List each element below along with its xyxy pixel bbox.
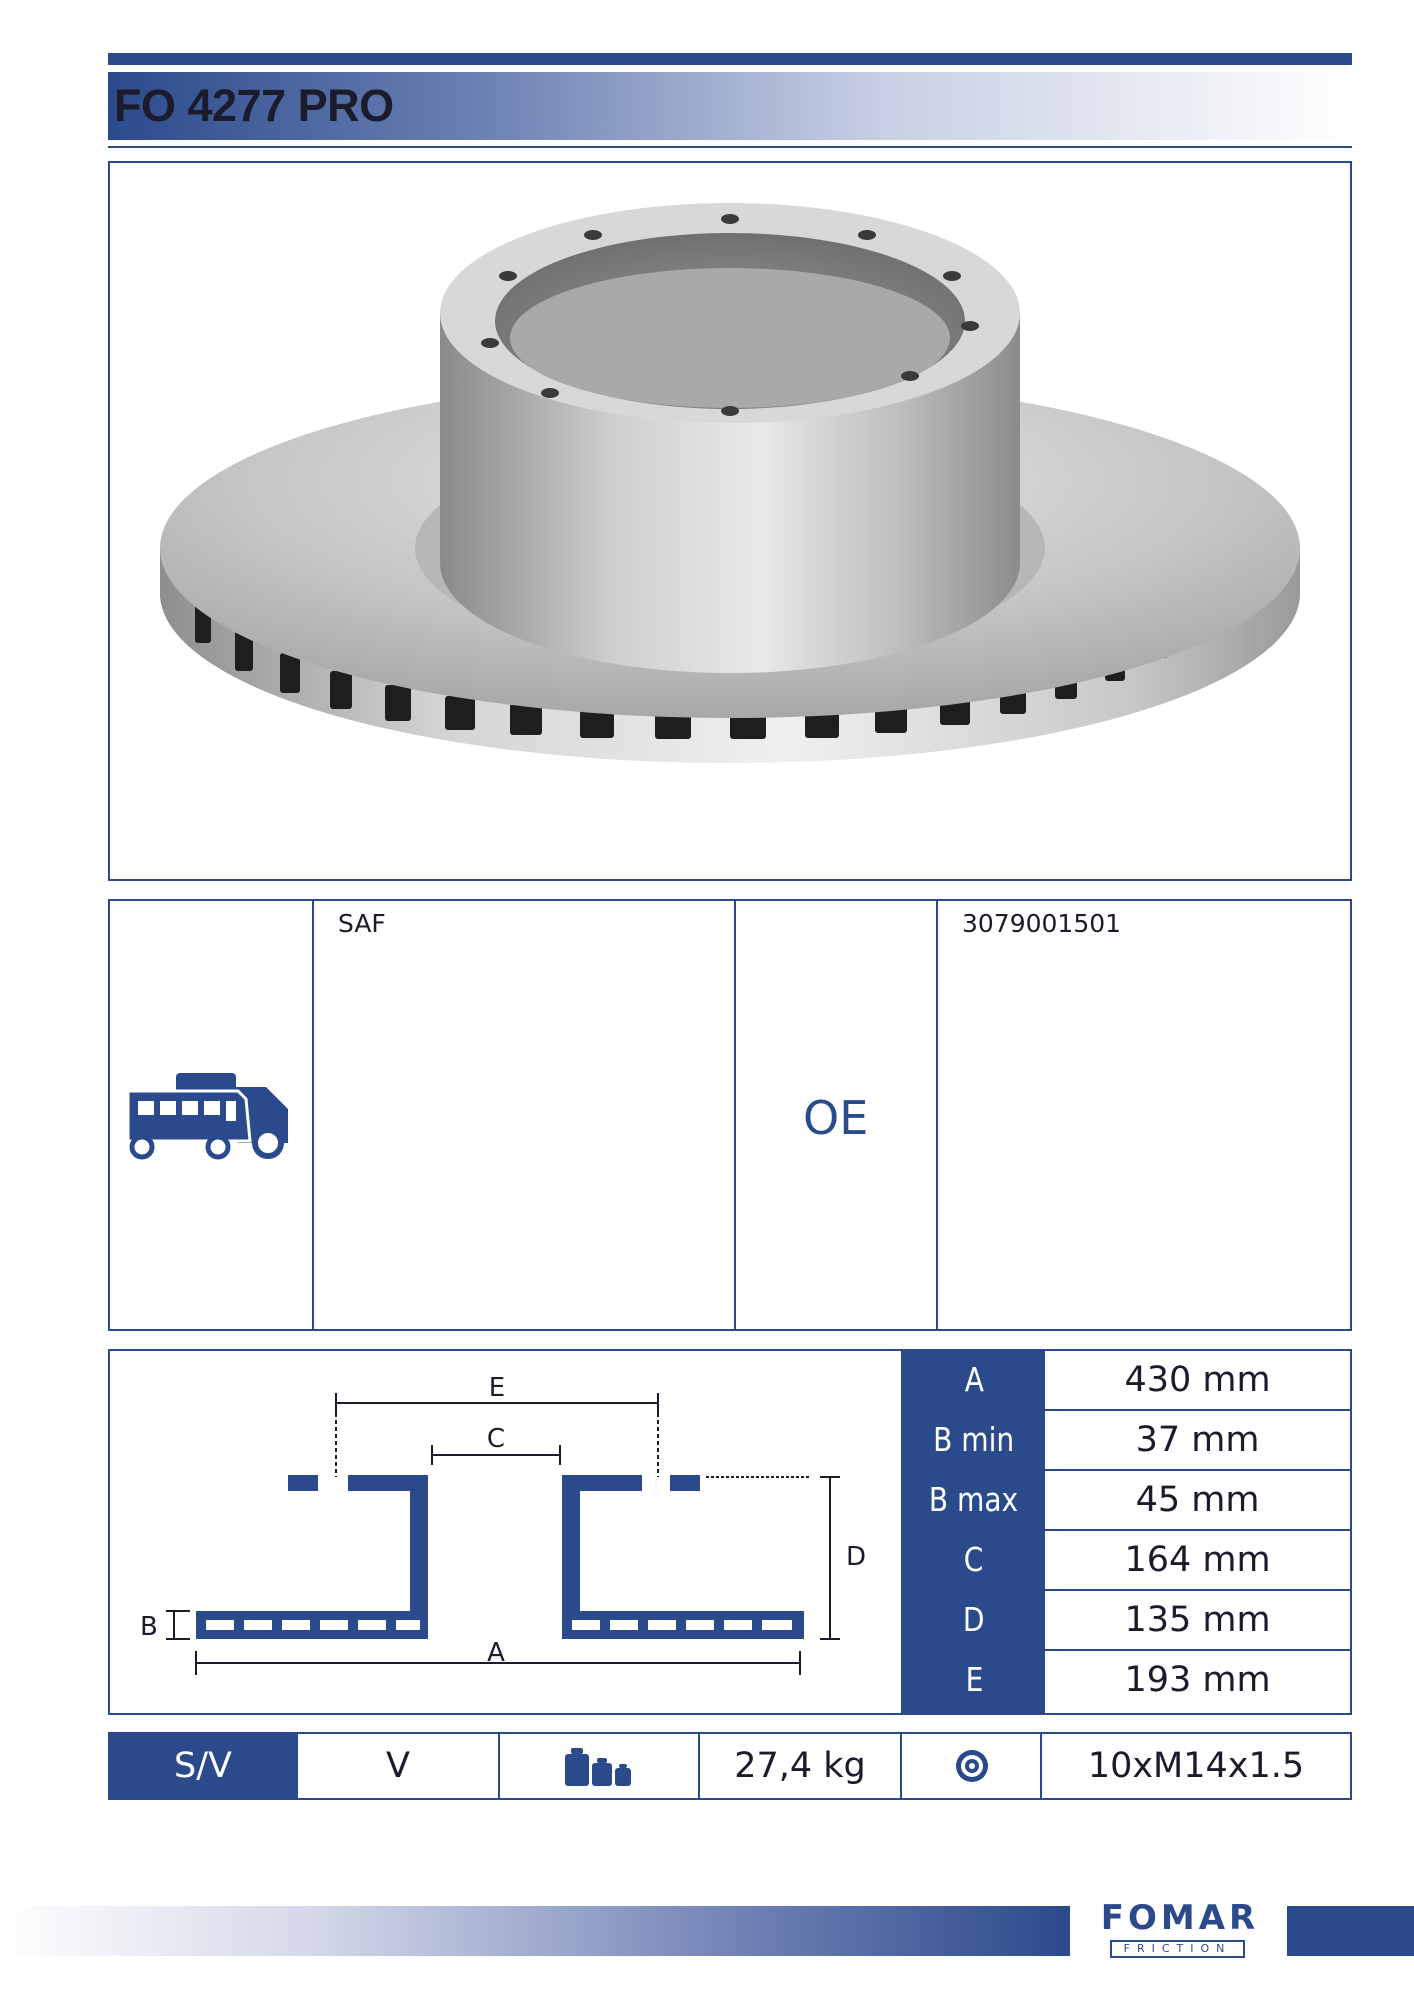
weights-icon [565,1746,635,1786]
spec-value: 430 mm [1124,1360,1271,1400]
spec-key: B min [903,1411,1045,1469]
type-label: S/V [110,1734,298,1798]
spec-key: A [903,1351,1045,1409]
title-underline [108,146,1352,148]
spec-row [903,1411,1350,1471]
weights-cell [500,1734,700,1798]
bolt-cell [902,1734,1042,1798]
spec-row [903,1531,1350,1591]
application-table [108,899,1352,1331]
vehicle-make: SAF [338,909,386,938]
app-divider [312,901,314,1329]
bolt-spec: 10xM14x1.5 [1087,1746,1305,1786]
disc-cross-section [110,1351,901,1713]
weight-value: 27,4 kg [700,1734,902,1798]
footer-gradient-bar [0,1906,1070,1956]
spec-value: 37 mm [1135,1420,1260,1460]
spec-value: 193 mm [1124,1660,1271,1700]
spec-value: 164 mm [1124,1540,1271,1580]
title-bar [108,72,1352,140]
spec-row [903,1351,1350,1411]
app-divider [734,901,736,1329]
product-title: FO 4277 PRO [114,80,394,131]
spec-table [901,1349,1352,1715]
spec-key: C [903,1531,1045,1589]
label-d: D [846,1542,867,1572]
type-value: V [298,1734,500,1798]
oe-label: OE [803,1091,869,1145]
header-top-bar [108,53,1352,65]
spec-key: E [903,1651,1045,1713]
spec-row [903,1651,1350,1713]
brake-disc-image [110,163,1350,879]
app-divider [936,901,938,1329]
label-a: A [487,1638,505,1668]
spec-value: 45 mm [1135,1480,1260,1520]
product-photo-frame [108,161,1352,881]
spec-key: B max [903,1471,1045,1529]
spec-row [903,1591,1350,1651]
spec-row [903,1471,1350,1531]
spec-key: D [903,1591,1045,1649]
footer-block [1287,1906,1414,1956]
bottom-info-row [108,1732,1352,1800]
oe-number: 3079001501 [962,909,1122,938]
label-c: C [486,1424,506,1454]
label-b: B [140,1612,158,1642]
bus-truck-icon [126,1071,296,1161]
brand-subtitle: FRICTION [1110,1940,1245,1958]
brand-logo: FOMAR [1100,1898,1260,1938]
label-e: E [488,1373,506,1403]
spec-value: 135 mm [1124,1600,1271,1640]
bolt-circle-icon [955,1749,989,1783]
dimension-diagram [108,1349,903,1715]
